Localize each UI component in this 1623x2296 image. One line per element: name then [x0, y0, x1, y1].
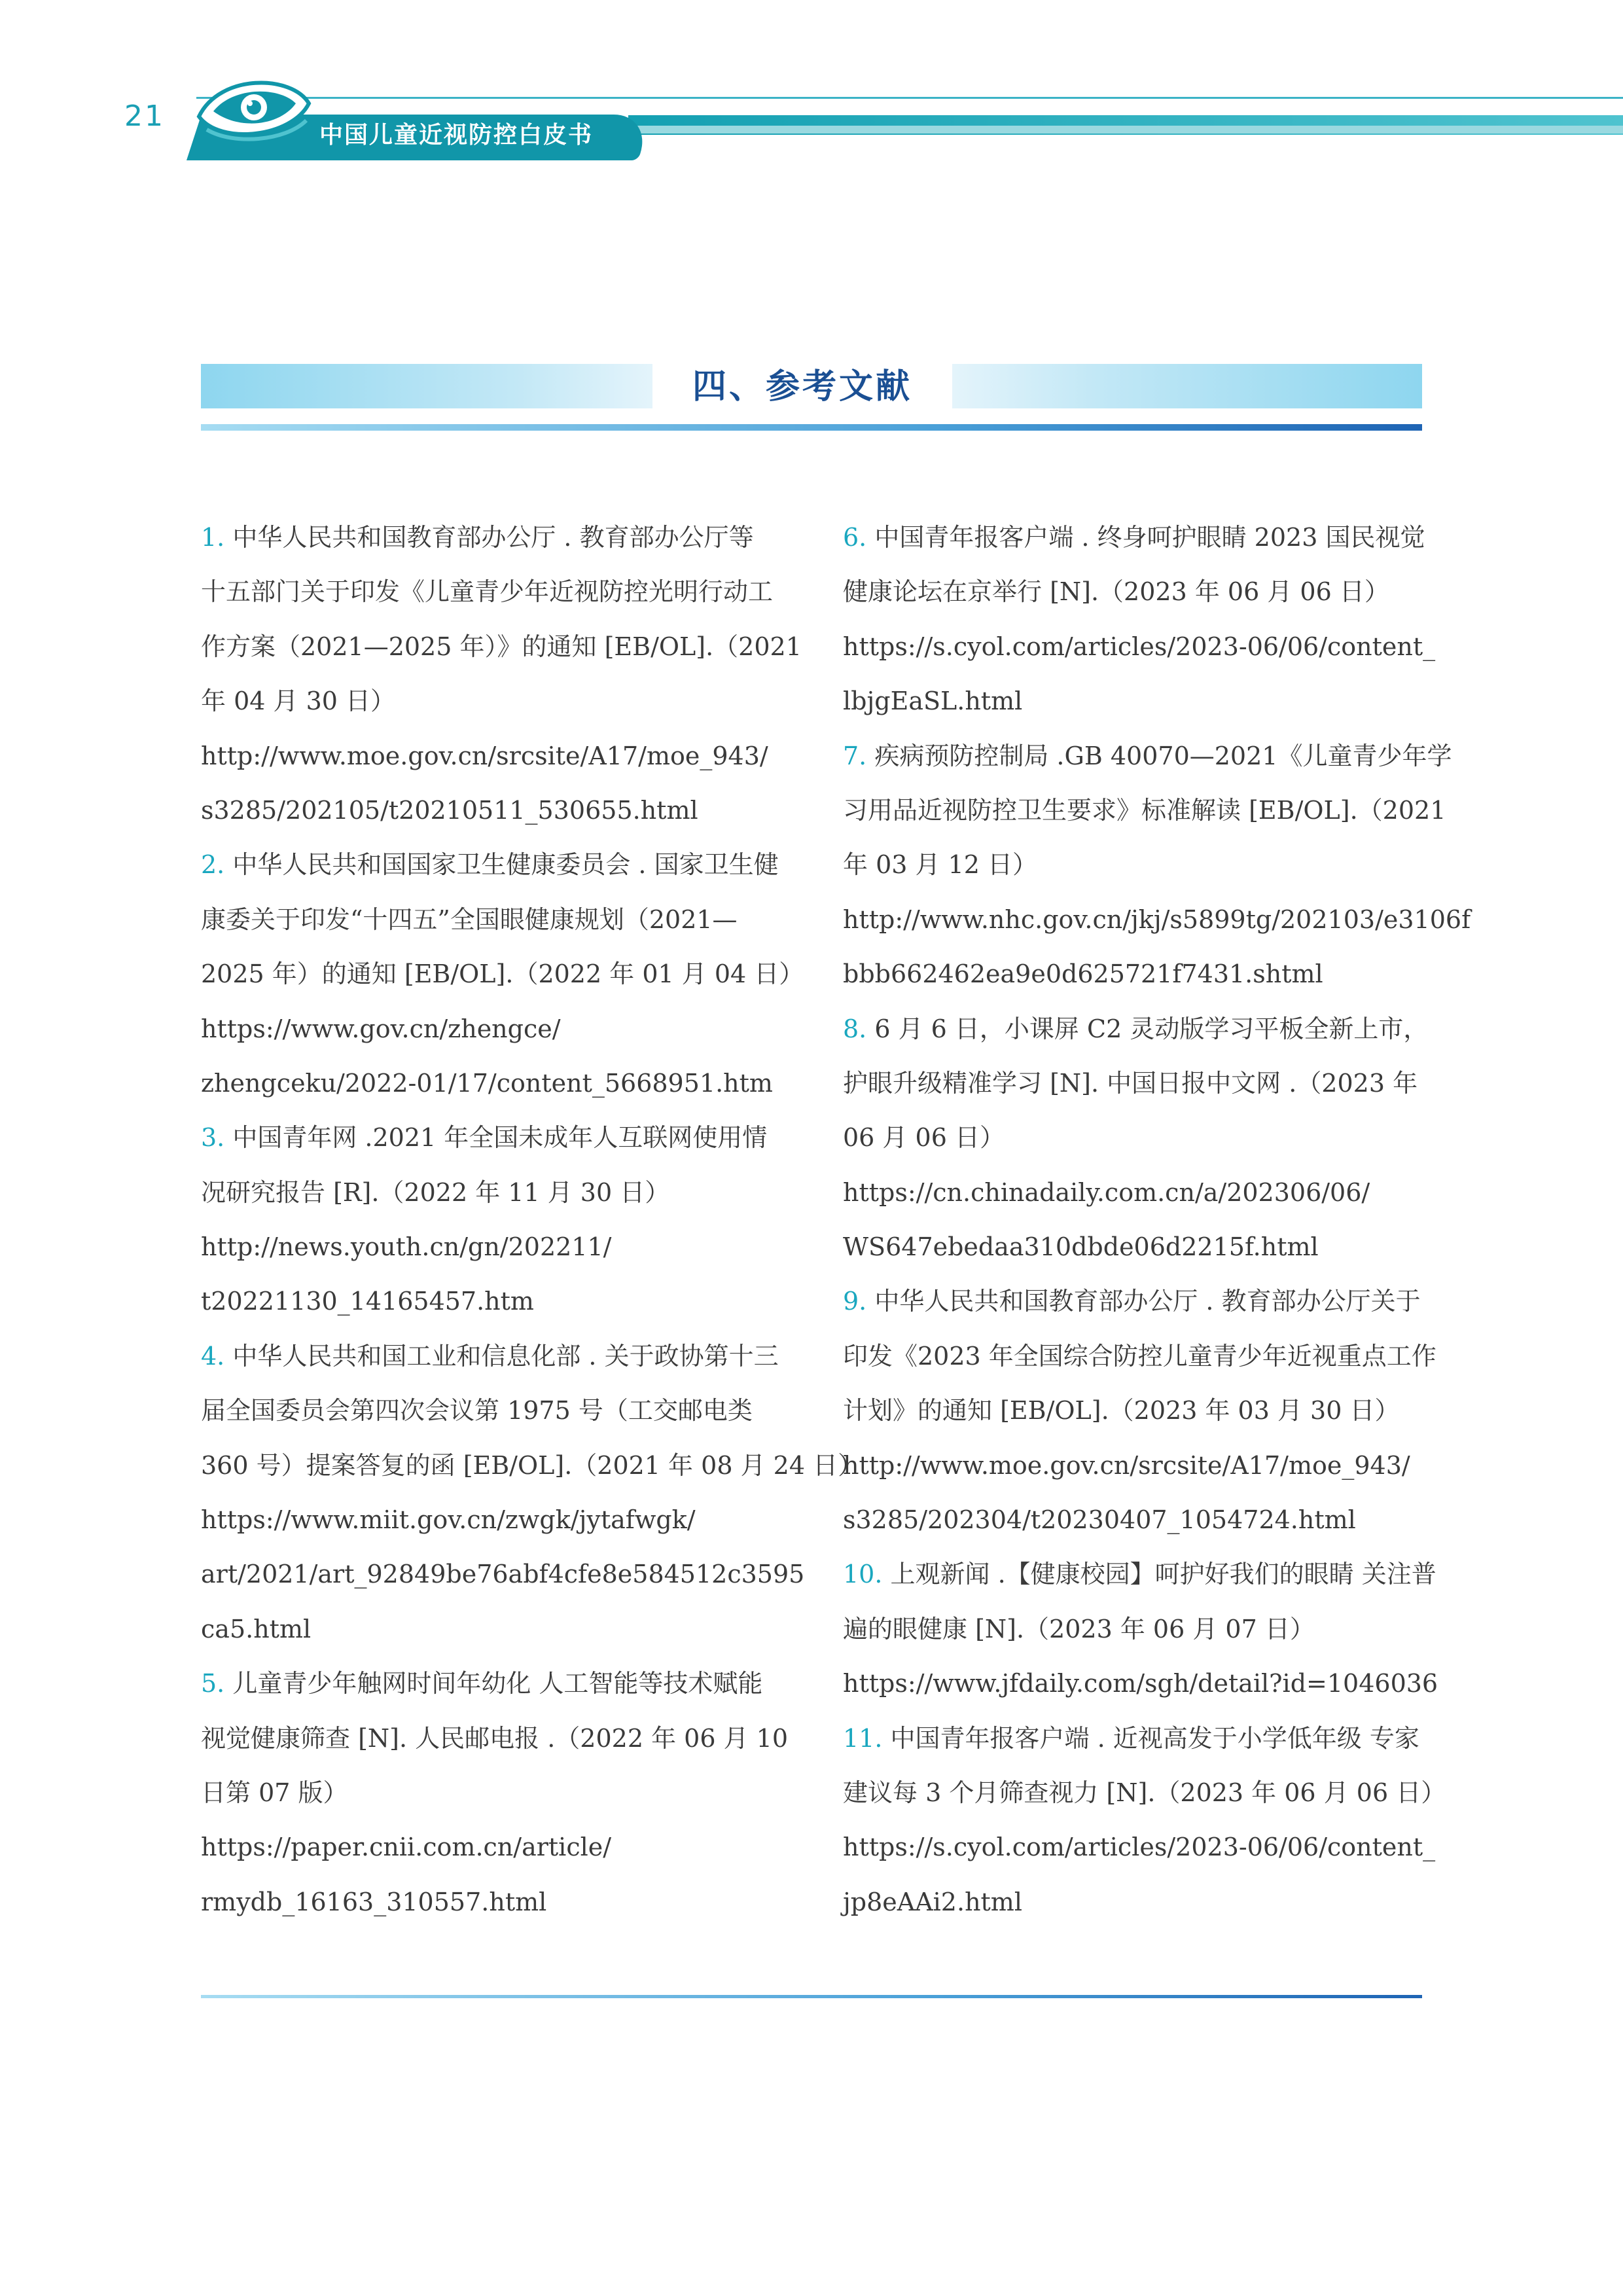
heading-bar-left	[201, 364, 652, 408]
reference-url-line: https://s.cyol.com/articles/2023-06/06/content_	[843, 1833, 1436, 1862]
reference-url-line: WS647ebedaa310dbde06d2215f.html	[843, 1232, 1319, 1262]
reference-text: 中华人民共和国教育部办公厅 . 教育部办公厅等	[232, 523, 754, 552]
reference-text-line: 06 月 06 日）	[843, 1123, 1005, 1153]
reference-text: 中国青年报客户端 . 终身呵护眼睛 2023 国民视觉	[874, 523, 1425, 552]
reference-url-line: https://paper.cnii.com.cn/article/	[201, 1833, 612, 1862]
eye-logo-icon	[194, 77, 312, 151]
reference-entry	[843, 1712, 1446, 1930]
reference-url-line: https://s.cyol.com/articles/2023-06/06/content_	[843, 632, 1436, 661]
reference-url-line: lbjgEaSL.html	[843, 687, 1023, 716]
reference-text-line: 年 04 月 30 日）	[201, 687, 396, 716]
reference-first-line	[843, 1002, 1432, 1056]
reference-text-line: 建议每 3 个月筛查视力 [N].（2023 年 06 月 06 日）	[843, 1778, 1446, 1807]
page-header	[0, 0, 1623, 196]
reference-url-line: http://www.moe.gov.cn/srcsite/A17/moe_943/	[843, 1450, 1410, 1480]
reference-url-line: jp8eAAi2.html	[843, 1887, 1022, 1916]
reference-entry	[843, 729, 1471, 1002]
reference-entry	[201, 1329, 863, 1657]
reference-text: 中华人民共和国国家卫生健康委员会 . 国家卫生健	[232, 850, 779, 880]
reference-first-line	[843, 511, 1432, 565]
reference-text: 中国青年报客户端 . 近视高发于小学低年级 专家	[890, 1723, 1419, 1753]
reference-number: 6.	[843, 523, 875, 552]
heading-bar-right	[952, 364, 1422, 408]
reference-text: 中华人民共和国工业和信息化部 . 关于政协第十三	[232, 1341, 779, 1371]
reference-url-line: bbb662462ea9e0d625721f7431.shtml	[843, 960, 1323, 989]
reference-entry	[843, 1002, 1432, 1275]
reference-text-line: 况研究报告 [R].（2022 年 11 月 30 日）	[201, 1177, 670, 1207]
reference-text-line: 康委关于印发“十四五”全国眼健康规划（2021—	[201, 905, 738, 934]
reference-number: 8.	[843, 1014, 875, 1043]
reference-entry	[201, 1657, 790, 1929]
reference-text: 中华人民共和国教育部办公厅 . 教育部办公厅关于	[874, 1287, 1421, 1316]
reference-first-line	[201, 1329, 790, 1384]
reference-number: 4.	[201, 1341, 233, 1371]
reference-number: 1.	[201, 523, 233, 552]
reference-number: 7.	[843, 741, 875, 770]
reference-number: 9.	[843, 1287, 875, 1316]
reference-url-line: art/2021/art_92849be76abf4cfe8e584512c3595	[201, 1560, 805, 1589]
reference-first-line	[201, 1657, 790, 1711]
reference-text: 中国青年网 .2021 年全国未成年人互联网使用情	[232, 1123, 768, 1153]
publication-title: 中国儿童近视防控白皮书	[319, 122, 594, 149]
reference-first-line	[843, 1274, 1432, 1329]
reference-text-line: 印发《2023 年全国综合防控儿童青少年近视重点工作	[843, 1341, 1436, 1371]
reference-url-line: ca5.html	[201, 1614, 312, 1643]
reference-url-line: zhengceku/2022-01/17/content_5668951.htm	[201, 1068, 773, 1098]
reference-text-line: 年 03 月 12 日）	[843, 850, 1038, 880]
section-heading: 四、参考文献	[692, 367, 912, 406]
reference-first-line	[201, 511, 790, 565]
reference-url-line: rmydb_16163_310557.html	[201, 1887, 547, 1916]
header-band-highlight	[628, 126, 1623, 134]
reference-text-line: 届全国委员会第四次会议第 1975 号（工交邮电类	[201, 1396, 753, 1426]
references-right-column	[843, 511, 1471, 1929]
reference-url-line: s3285/202105/t20210511_530655.html	[201, 795, 698, 825]
reference-text-line: 计划》的通知 [EB/OL].（2023 年 03 月 30 日）	[843, 1396, 1400, 1426]
reference-number: 5.	[201, 1669, 233, 1698]
reference-number: 11.	[843, 1723, 891, 1753]
reference-entry	[201, 1111, 790, 1329]
reference-url-line: http://news.youth.cn/gn/202211/	[201, 1232, 612, 1262]
reference-number: 2.	[201, 850, 233, 880]
reference-text-line: 2025 年）的通知 [EB/OL].（2022 年 01 月 04 日）	[201, 960, 804, 989]
reference-text: 儿童青少年触网时间年幼化 人工智能等技术赋能	[232, 1669, 763, 1698]
reference-url-line: http://www.nhc.gov.cn/jkj/s5899tg/202103/e3106f	[843, 905, 1471, 934]
reference-url-line: https://www.jfdaily.com/sgh/detail?id=1046036	[843, 1669, 1438, 1698]
reference-number: 3.	[201, 1123, 233, 1153]
reference-text: 疾病预防控制局 .GB 40070—2021《儿童青少年学	[874, 741, 1452, 770]
reference-url-line: s3285/202304/t20230407_1054724.html	[843, 1505, 1356, 1535]
reference-entry	[843, 511, 1436, 729]
reference-first-line	[843, 1712, 1432, 1766]
reference-text-line: 遍的眼健康 [N].（2023 年 06 月 07 日）	[843, 1614, 1315, 1643]
reference-text-line: 护眼升级精准学习 [N]. 中国日报中文网 .（2023 年	[843, 1068, 1418, 1098]
references-left-column	[201, 511, 863, 1929]
header-top-line	[196, 97, 1623, 99]
reference-text: 6 月 6 日，小课屏 C2 灵动版学习平板全新上市，	[874, 1014, 1429, 1043]
footer-rule	[201, 1995, 1422, 1998]
reference-text-line: 习用品近视防控卫生要求》标准解读 [EB/OL].（2021	[843, 795, 1446, 825]
reference-url-line: http://www.moe.gov.cn/srcsite/A17/moe_943/	[201, 741, 768, 770]
page-number: 21	[124, 99, 165, 133]
reference-text-line: 视觉健康筛查 [N]. 人民邮电报 .（2022 年 06 月 10	[201, 1723, 789, 1753]
reference-entry	[843, 1547, 1438, 1711]
reference-first-line	[843, 729, 1452, 783]
reference-first-line	[201, 838, 790, 892]
heading-underline	[201, 424, 1422, 431]
reference-entry	[843, 1274, 1436, 1547]
reference-url-line: https://www.miit.gov.cn/zwgk/jytafwgk/	[201, 1505, 696, 1535]
reference-text-line: 作方案（2021—2025 年）》的通知 [EB/OL].（2021	[201, 632, 802, 661]
reference-entry	[201, 511, 802, 838]
reference-first-line	[201, 1111, 790, 1165]
reference-text-line: 日第 07 版）	[201, 1778, 348, 1807]
reference-url-line: https://www.gov.cn/zhengce/	[201, 1014, 561, 1043]
reference-first-line	[843, 1547, 1436, 1602]
reference-number: 10.	[843, 1560, 891, 1589]
reference-text: 上观新闻 .【健康校园】呵护好我们的眼睛 关注普	[890, 1560, 1436, 1589]
reference-url-line: t20221130_14165457.htm	[201, 1287, 534, 1316]
reference-text-line: 360 号）提案答复的函 [EB/OL].（2021 年 08 月 24 日）	[201, 1450, 863, 1480]
reference-text-line: 健康论坛在京举行 [N].（2023 年 06 月 06 日）	[843, 577, 1389, 607]
reference-entry	[201, 838, 804, 1111]
reference-url-line: https://cn.chinadaily.com.cn/a/202306/06/	[843, 1177, 1370, 1207]
reference-text-line: 十五部门关于印发《儿童青少年近视防控光明行动工	[201, 577, 774, 607]
